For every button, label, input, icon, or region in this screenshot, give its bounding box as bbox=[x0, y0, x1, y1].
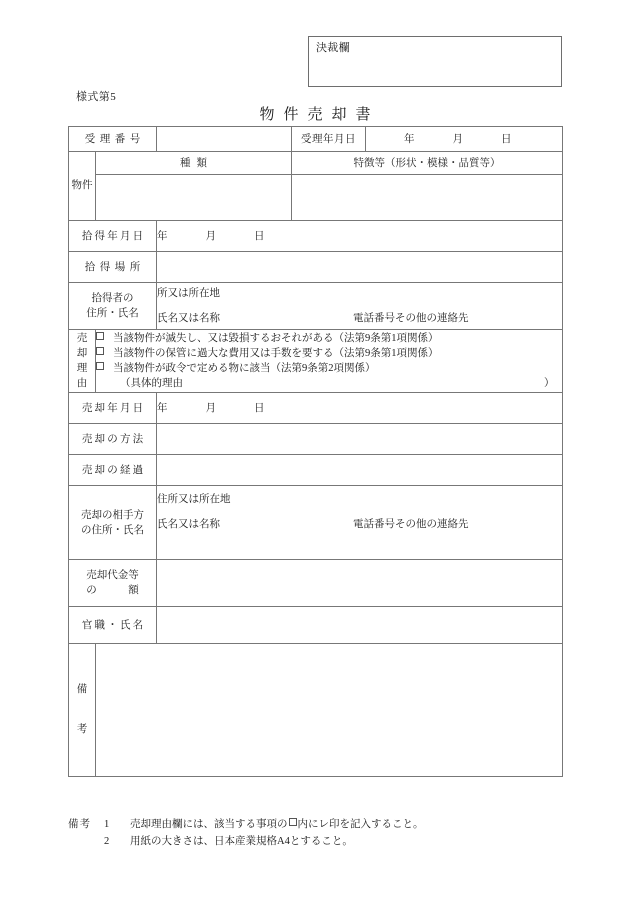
finder-address-field[interactable] bbox=[157, 283, 563, 330]
footer-note-2 bbox=[68, 833, 424, 850]
finder-tel-label: 電話番号その他の連絡先 bbox=[353, 313, 469, 324]
buyer-tel-label: 電話番号その他の連絡先 bbox=[353, 519, 469, 530]
property-kind-field[interactable] bbox=[96, 175, 292, 221]
footer-note-number-1: 1 bbox=[104, 819, 110, 830]
sale-date-field[interactable] bbox=[157, 393, 563, 424]
sale-reason-item-2[interactable] bbox=[96, 346, 562, 361]
found-date-field[interactable] bbox=[157, 221, 563, 252]
table-row-sale-process bbox=[69, 455, 563, 486]
checkbox-icon[interactable] bbox=[96, 347, 104, 355]
official-name-field[interactable] bbox=[157, 607, 563, 644]
sale-date-year: 年 bbox=[157, 402, 168, 414]
finder-address-label: 所又は所在地 bbox=[157, 288, 220, 299]
property-label bbox=[69, 152, 96, 221]
table-row-property-header bbox=[69, 152, 563, 175]
sale-reason-text-3: 当該物件が政令で定める物に該当（法第9条第2項関係） bbox=[113, 363, 376, 374]
official-name-label: 官職・氏名 bbox=[69, 607, 157, 644]
sale-reason-label: 売 却 理 由 bbox=[69, 330, 96, 393]
sale-date-day: 日 bbox=[254, 402, 265, 414]
table-row-receipt bbox=[69, 127, 563, 152]
footer-note-text-1a: 売却理由欄には、該当する事項の bbox=[130, 819, 288, 830]
approval-box bbox=[308, 36, 562, 87]
table-row-found-date bbox=[69, 221, 563, 252]
footer-note-1 bbox=[68, 816, 424, 833]
finder-label: 拾得者の 住所・氏名 bbox=[69, 283, 157, 330]
sale-amount-label: 売却代金等 の 額 bbox=[69, 560, 157, 607]
remarks-field[interactable] bbox=[96, 644, 563, 777]
table-row-property-values bbox=[69, 175, 563, 221]
table-row-sale-reason bbox=[69, 330, 563, 393]
sale-reason-detail-close: ） bbox=[544, 378, 555, 389]
table-row-buyer bbox=[69, 486, 563, 560]
sale-date-month: 月 bbox=[205, 402, 216, 414]
approval-box-label: 決裁欄 bbox=[316, 42, 350, 54]
page-title: 物件売却書 bbox=[259, 107, 380, 123]
form-table bbox=[68, 126, 563, 777]
receipt-number-field[interactable] bbox=[157, 127, 292, 152]
checkbox-icon[interactable] bbox=[96, 332, 104, 340]
table-row-found-place bbox=[69, 252, 563, 283]
footer-note-number-2: 2 bbox=[104, 836, 110, 847]
table-row-finder bbox=[69, 283, 563, 330]
finder-name-label: 氏名又は名称 bbox=[157, 313, 220, 324]
checkbox-icon bbox=[289, 818, 297, 826]
receipt-date-month: 月 bbox=[452, 133, 463, 145]
footer-note-text-1b: 内にレ印を記入すること。 bbox=[297, 819, 424, 830]
footer-notes-label: 備考 bbox=[68, 819, 91, 830]
property-features-header: 特徴等（形状・模様・品質等） bbox=[292, 152, 563, 175]
sale-method-label: 売却の方法 bbox=[69, 424, 157, 455]
buyer-name-label: 氏名又は名称 bbox=[157, 519, 220, 530]
receipt-date-year: 年 bbox=[404, 133, 415, 145]
found-place-field[interactable] bbox=[157, 252, 563, 283]
receipt-date-field[interactable] bbox=[366, 127, 563, 152]
property-kind-header: 種類 bbox=[96, 152, 292, 175]
sale-process-field[interactable] bbox=[157, 455, 563, 486]
sale-reason-checkbox-list bbox=[96, 330, 563, 393]
footer-notes bbox=[68, 816, 424, 850]
receipt-date-day: 日 bbox=[501, 133, 512, 145]
property-label-char-1: 物件 bbox=[71, 180, 93, 191]
sale-reason-detail-open: （具体的理由 bbox=[120, 378, 183, 389]
table-row-sale-method bbox=[69, 424, 563, 455]
found-date-label: 拾得年月日 bbox=[69, 221, 157, 252]
sale-date-label: 売却年月日 bbox=[69, 393, 157, 424]
table-row-official bbox=[69, 607, 563, 644]
table-row-sale-amount bbox=[69, 560, 563, 607]
found-place-label: 拾得場所 bbox=[69, 252, 157, 283]
property-features-field[interactable] bbox=[292, 175, 563, 221]
receipt-number-label: 受理番号 bbox=[69, 127, 157, 152]
checkbox-icon[interactable] bbox=[96, 362, 104, 370]
sale-reason-item-3[interactable] bbox=[96, 361, 562, 376]
found-date-year: 年 bbox=[157, 230, 168, 242]
sale-reason-detail-field[interactable] bbox=[96, 376, 562, 391]
buyer-label: 売却の相手方 の住所・氏名 bbox=[69, 486, 157, 560]
receipt-date-label: 受理年月日 bbox=[292, 127, 366, 152]
found-date-month: 月 bbox=[205, 230, 216, 242]
sale-reason-text-1: 当該物件が滅失し、又は毀損するおそれがある（法第9条第1項関係） bbox=[113, 333, 439, 344]
sale-amount-field[interactable] bbox=[157, 560, 563, 607]
remarks-label: 備 考 bbox=[69, 644, 96, 777]
sale-method-field[interactable] bbox=[157, 424, 563, 455]
sale-process-label: 売却の経過 bbox=[69, 455, 157, 486]
footer-note-text-2: 用紙の大きさは、日本産業規格A4とすること。 bbox=[130, 836, 353, 847]
table-row-sale-date bbox=[69, 393, 563, 424]
found-date-day: 日 bbox=[254, 230, 265, 242]
table-row-remarks bbox=[69, 644, 563, 777]
buyer-address-label: 住所又は所在地 bbox=[157, 494, 231, 505]
buyer-address-field[interactable] bbox=[157, 486, 563, 560]
sale-reason-text-2: 当該物件の保管に過大な費用又は手数を要する（法第9条第1項関係） bbox=[113, 348, 439, 359]
form-number: 様式第5 bbox=[76, 91, 117, 103]
sale-reason-item-1[interactable] bbox=[96, 331, 562, 346]
